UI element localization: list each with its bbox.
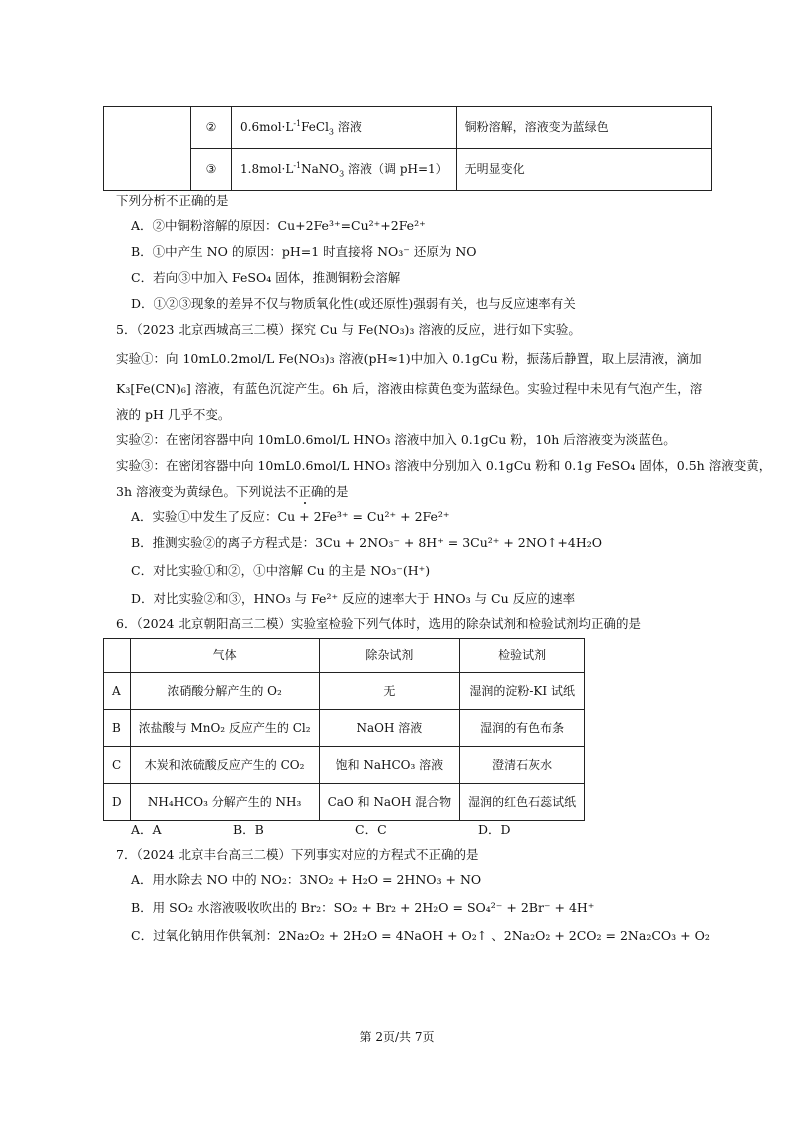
blank-cell <box>104 107 191 191</box>
table-cell: A <box>104 673 131 710</box>
table-cell: NaOH 溶液 <box>319 710 460 747</box>
top-table <box>103 106 712 191</box>
row-num: ③ <box>191 149 232 191</box>
table-cell: D <box>104 784 131 821</box>
q5-exp3-line2: 3h 溶液变为黄绿色。下列说法不正确的是 <box>116 484 349 499</box>
q5-title: 5．（2023 北京西城高三二模）探究 Cu 与 Fe(NO₃)₃ 溶液的反应，进行如下实验。 <box>116 322 581 337</box>
q4-option-a: A．②中铜粉溶解的原因：Cu+2Fe³⁺=Cu²⁺+2Fe²⁺ <box>131 218 426 233</box>
table-cell: 饱和 NaHCO₃ 溶液 <box>319 747 460 784</box>
q5-option-a: A．实验①中发生了反应：Cu + 2Fe³⁺ = Cu²⁺ + 2Fe²⁺ <box>131 509 450 524</box>
q5-exp2: 实验②：在密闭容器中向 10mL0.6mol/L HNO₃ 溶液中加入 0.1gCu 粉，10h 后溶液变为淡蓝色。 <box>116 432 676 447</box>
q4-stem: 下列分析不正确的是 <box>116 193 229 208</box>
q5-option-b: B．推测实验②的离子方程式是：3Cu + 2NO₃⁻ + 8H⁺ = 3Cu²⁺ + 2NO↑+4H₂O <box>131 535 603 550</box>
q4-option-d: D．①②③现象的差异不仅与物质氧化性(或还原性)强弱有关，也与反应速率有关 <box>131 296 576 311</box>
table-cell: 澄清石灰水 <box>460 747 585 784</box>
table-cell: 湿润的红色石蕊试纸 <box>460 784 585 821</box>
q6-option-b: B．B <box>233 822 264 837</box>
table-cell: 木炭和浓硫酸反应产生的 CO₂ <box>130 747 319 784</box>
table-cell: 浓硝酸分解产生的 O₂ <box>130 673 319 710</box>
q7-title: 7．（2024 北京丰台高三二模）下列事实对应的方程式不正确的是 <box>116 847 479 862</box>
result-cell: 铜粉溶解，溶液变为蓝绿色 <box>456 107 711 149</box>
q4-option-c: C．若向③中加入 FeSO₄ 固体，推测铜粉会溶解 <box>131 270 401 285</box>
table-cell: CaO 和 NaOH 混合物 <box>319 784 460 821</box>
table-cell: 无 <box>319 673 460 710</box>
q4-option-b: B．①中产生 NO 的原因：pH=1 时直接将 NO₃⁻ 还原为 NO <box>131 244 477 259</box>
header-cell: 除杂试剂 <box>319 639 460 673</box>
reagent-cell: $1.8mol\cdot L^{-1}NaNO_3$ 溶液（调 pH=1） <box>232 149 457 191</box>
q6-title: 6．（2024 北京朝阳高三二模）实验室检验下列气体时，选用的除杂试剂和检验试剂均正确的是 <box>116 616 641 631</box>
table-cell: 湿润的有色布条 <box>460 710 585 747</box>
table-cell: NH₄HCO₃ 分解产生的 NH₃ <box>130 784 319 821</box>
q5-option-c: C．对比实验①和②，①中溶解 Cu 的主是 NO₃⁻(H⁺) <box>131 563 431 578</box>
q5-exp1-line2: K₃[Fe(CN)₆] 溶液，有蓝色沉淀产生。6h 后，溶液由棕黄色变为蓝绿色。实验过程中未见有气泡产生，溶 <box>116 381 703 396</box>
q5-exp3-line1: 实验③：在密闭容器中向 10mL0.6mol/L HNO₃ 溶液中分别加入 0.1gCu 粉和 0.1g FeSO₄ 固体，0.5h 溶液变黄， <box>116 458 772 473</box>
header-cell: 气体 <box>130 639 319 673</box>
table-cell: 浓盐酸与 MnO₂ 反应产生的 Cl₂ <box>130 710 319 747</box>
q7-option-b: B．用 SO₂ 水溶液吸收吹出的 Br₂：SO₂ + Br₂ + 2H₂O = SO₄²⁻ + 2Br⁻ + 4H⁺ <box>131 900 595 915</box>
emphasis-not-correct: 不正确 <box>285 484 324 499</box>
result-cell: 无明显变化 <box>456 149 711 191</box>
table-cell: 湿润的淀粉-KI 试纸 <box>460 673 585 710</box>
reagent-cell: $0.6mol\cdot L^{-1}FeCl_3$ 溶液 <box>232 107 457 149</box>
q5-exp1-line3: 液的 pH 几乎不变。 <box>116 407 231 422</box>
row-num: ② <box>191 107 232 149</box>
table-cell: C <box>104 747 131 784</box>
q7-option-c: C．过氧化钠用作供氧剂：2Na₂O₂ + 2H₂O = 4NaOH + O₂↑ 、2Na₂O₂ + 2CO₂ = 2Na₂CO₃ + O₂ <box>131 928 710 943</box>
q6-option-d: D．D <box>478 822 511 837</box>
header-cell: 检验试剂 <box>460 639 585 673</box>
q6-option-c: C．C <box>355 822 387 837</box>
q5-option-d: D．对比实验②和③，HNO₃ 与 Fe²⁺ 反应的速率大于 HNO₃ 与 Cu 反应的速率 <box>131 591 576 606</box>
q7-option-a: A．用水除去 NO 中的 NO₂：3NO₂ + H₂O = 2HNO₃ + NO <box>131 872 482 887</box>
q6-option-a: A．A <box>131 822 162 837</box>
q5-exp1-line1: 实验①：向 10mL0.2mol/L Fe(NO₃)₃ 溶液(pH≈1)中加入 0.1gCu 粉，振荡后静置，取上层清液，滴加 <box>116 351 702 366</box>
table-cell: B <box>104 710 131 747</box>
page-footer: 第 2页/共 7页 <box>359 1030 435 1044</box>
header-cell <box>104 639 131 673</box>
q6-table <box>103 638 585 821</box>
